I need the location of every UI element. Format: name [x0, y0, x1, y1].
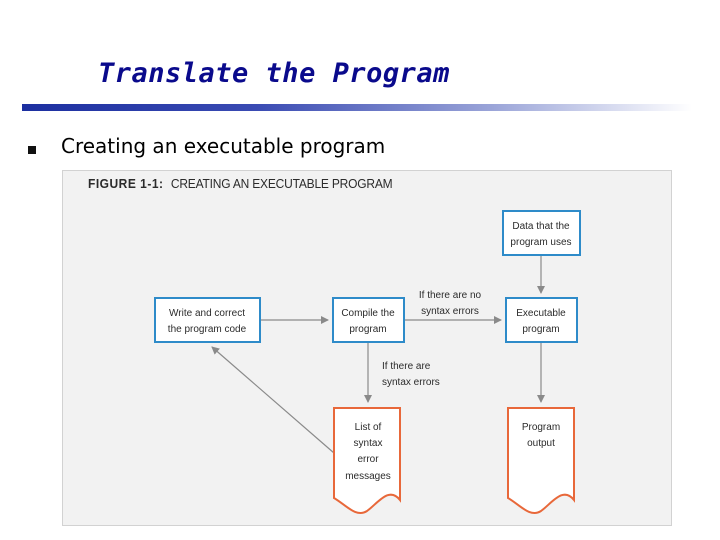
slide-title: Translate the Program [98, 58, 450, 89]
bullet-text: Creating an executable program [61, 134, 386, 158]
document-output-line-1: Program [521, 422, 561, 433]
box-compile [333, 298, 404, 342]
document-errors-line-2: syntax [353, 438, 383, 449]
box-data-line-2: program uses [510, 237, 572, 248]
figure-caption-title: CREATING AN EXECUTABLE PROGRAM [170, 176, 393, 192]
box-compile-line-2: program [349, 324, 387, 335]
document-program-output [508, 408, 574, 513]
arrow-errors-to-write [212, 347, 334, 453]
box-data [503, 211, 580, 255]
box-executable-line-2: program [522, 324, 560, 335]
box-data-line-1: Data that the [512, 221, 570, 232]
box-compile-line-1: Compile the [341, 308, 395, 319]
edge-label-errors-line-1: If there are [382, 361, 431, 372]
edge-label-errors-line-2: syntax errors [382, 377, 440, 388]
edge-label-no-errors [419, 290, 482, 317]
box-executable [506, 298, 577, 342]
box-write-code [155, 298, 260, 342]
edge-label-no-errors-line-1: If there are no [418, 290, 482, 301]
edge-label-errors [382, 361, 440, 388]
document-errors-line-3: error [357, 454, 379, 465]
document-errors-line-4: messages [345, 471, 391, 482]
document-error-list [334, 408, 400, 513]
box-executable-line-1: Executable [516, 308, 566, 319]
box-write-line-1: Write and correct [169, 308, 245, 319]
document-output-line-2: output [527, 438, 555, 449]
figure-caption-label: FIGURE 1-1: [88, 176, 164, 192]
box-write-line-2: the program code [167, 324, 247, 335]
edge-label-no-errors-line-2: syntax errors [421, 306, 479, 317]
document-errors-line-1: List of [354, 422, 382, 433]
